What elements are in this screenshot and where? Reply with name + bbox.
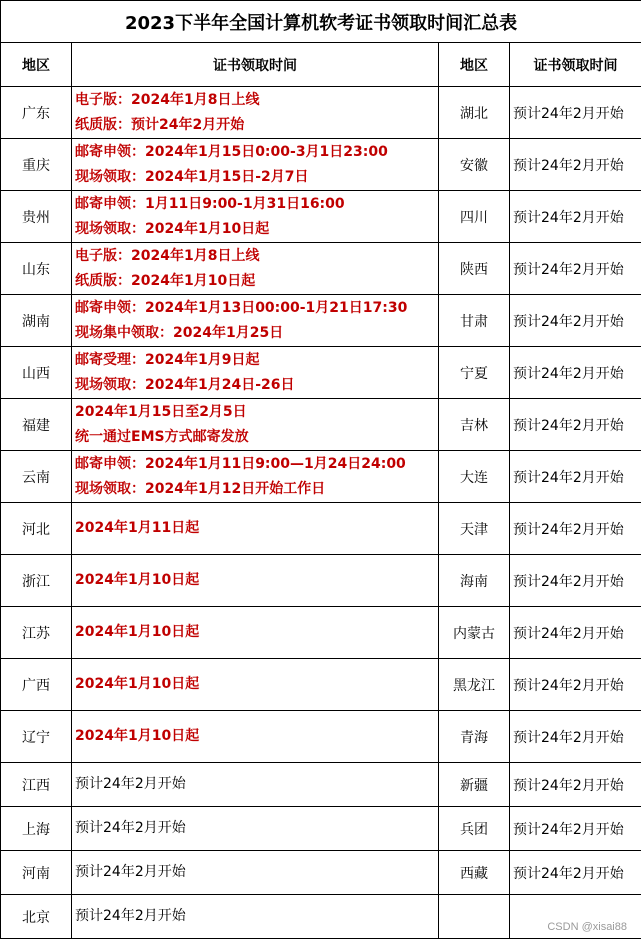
table-row [1, 139, 641, 191]
time-line: 现场集中领取：2024年1月25日 [75, 324, 284, 341]
region-cell-right: 兵团 [439, 807, 510, 851]
region-cell: 辽宁 [1, 711, 72, 763]
time-line: 邮寄申领：2024年1月11日9:00—1月24日24:00 [75, 455, 406, 472]
time-line: 预计24年2月开始 [75, 776, 186, 792]
region-cell: 上海 [1, 807, 72, 851]
region-cell-right: 天津 [439, 503, 510, 555]
time-cell [72, 851, 439, 895]
watermark: CSDN @xisai88 [547, 921, 627, 933]
time-line: 纸质版：预计24年2月开始 [75, 116, 245, 133]
time-cell-right: 预计24年2月开始 [510, 451, 641, 503]
time-line: 现场领取：2024年1月10日起 [75, 220, 270, 237]
header-time-left: 证书领取时间 [72, 43, 439, 87]
time-cell [72, 451, 439, 503]
region-cell-right: 安徽 [439, 139, 510, 191]
time-cell-right: 预计24年2月开始 [510, 399, 641, 451]
region-cell: 福建 [1, 399, 72, 451]
time-cell [72, 555, 439, 607]
time-line: 纸质版：2024年1月10日起 [75, 272, 256, 289]
time-cell [72, 503, 439, 555]
time-cell [72, 895, 439, 939]
table-row [1, 763, 641, 807]
time-cell [72, 87, 439, 139]
time-line: 邮寄受理：2024年1月9日起 [75, 351, 260, 368]
region-cell-right [439, 895, 510, 939]
table-row [1, 555, 641, 607]
time-cell [72, 139, 439, 191]
region-cell: 山西 [1, 347, 72, 399]
time-cell-right: 预计24年2月开始 [510, 807, 641, 851]
region-cell: 江西 [1, 763, 72, 807]
time-cell-right: 预计24年2月开始 [510, 659, 641, 711]
time-line: 2024年1月11日起 [75, 520, 200, 536]
time-cell [72, 659, 439, 711]
region-cell: 浙江 [1, 555, 72, 607]
time-cell-right: 预计24年2月开始 [510, 607, 641, 659]
time-line: 电子版：2024年1月8日上线 [75, 91, 260, 108]
time-line: 2024年1月10日起 [75, 676, 200, 692]
header-region-right: 地区 [439, 43, 510, 87]
region-cell: 贵州 [1, 191, 72, 243]
region-cell-right: 青海 [439, 711, 510, 763]
time-line: 现场领取：2024年1月24日-26日 [75, 376, 295, 393]
region-cell-right: 黑龙江 [439, 659, 510, 711]
time-cell-right: 预计24年2月开始 [510, 347, 641, 399]
table-row [1, 347, 641, 399]
table-row [1, 295, 641, 347]
region-cell: 湖南 [1, 295, 72, 347]
time-cell-right: 预计24年2月开始 [510, 711, 641, 763]
table-row [1, 895, 641, 939]
region-cell-right: 吉林 [439, 399, 510, 451]
table-body [1, 87, 641, 939]
table-row [1, 503, 641, 555]
time-cell [72, 607, 439, 659]
table-row [1, 807, 641, 851]
region-cell-right: 西藏 [439, 851, 510, 895]
table-row [1, 851, 641, 895]
time-line: 邮寄申领：1月11日9:00-1月31日16:00 [75, 195, 345, 212]
region-cell: 云南 [1, 451, 72, 503]
time-line: 预计24年2月开始 [75, 864, 186, 880]
region-cell: 江苏 [1, 607, 72, 659]
time-cell [72, 295, 439, 347]
time-cell-right: 预计24年2月开始 [510, 851, 641, 895]
time-cell [72, 191, 439, 243]
table-row [1, 659, 641, 711]
time-line: 邮寄申领：2024年1月15日0:00-3月1日23:00 [75, 143, 388, 160]
region-cell: 山东 [1, 243, 72, 295]
region-cell-right: 宁夏 [439, 347, 510, 399]
table-row [1, 243, 641, 295]
time-cell [72, 347, 439, 399]
time-cell-right: 预计24年2月开始 [510, 763, 641, 807]
time-line: 2024年1月10日起 [75, 572, 200, 588]
time-cell [72, 763, 439, 807]
time-line: 电子版：2024年1月8日上线 [75, 247, 260, 264]
time-cell-right: 预计24年2月开始 [510, 503, 641, 555]
header-time-right: 证书领取时间 [510, 43, 641, 87]
time-line: 统一通过EMS方式邮寄发放 [75, 428, 249, 445]
region-cell-right: 内蒙古 [439, 607, 510, 659]
region-cell-right: 甘肃 [439, 295, 510, 347]
time-line: 2024年1月10日起 [75, 728, 200, 744]
region-cell-right: 海南 [439, 555, 510, 607]
time-line: 2024年1月10日起 [75, 624, 200, 640]
table-row [1, 451, 641, 503]
table-row [1, 607, 641, 659]
time-cell-right: 预计24年2月开始 [510, 139, 641, 191]
region-cell-right: 大连 [439, 451, 510, 503]
region-cell: 广西 [1, 659, 72, 711]
time-cell-right: 预计24年2月开始 [510, 555, 641, 607]
time-line: 现场领取：2024年1月15日-2月7日 [75, 168, 309, 185]
table-title: 2023下半年全国计算机软考证书领取时间汇总表 [1, 1, 641, 43]
time-cell-right: 预计24年2月开始 [510, 191, 641, 243]
table-row [1, 399, 641, 451]
region-cell: 河南 [1, 851, 72, 895]
time-line: 预计24年2月开始 [75, 820, 186, 836]
region-cell: 北京 [1, 895, 72, 939]
region-cell-right: 陕西 [439, 243, 510, 295]
region-cell: 重庆 [1, 139, 72, 191]
time-cell-right: 预计24年2月开始 [510, 87, 641, 139]
time-line: 现场领取：2024年1月12日开始工作日 [75, 480, 326, 497]
time-cell [72, 399, 439, 451]
time-line: 邮寄申领：2024年1月13日00:00-1月21日17:30 [75, 299, 408, 316]
time-cell [72, 243, 439, 295]
region-cell-right: 四川 [439, 191, 510, 243]
region-cell: 广东 [1, 87, 72, 139]
time-cell-right: 预计24年2月开始 [510, 243, 641, 295]
table-row [1, 87, 641, 139]
table-row [1, 711, 641, 763]
time-line: 预计24年2月开始 [75, 908, 186, 924]
time-cell [72, 807, 439, 851]
table-row [1, 191, 641, 243]
region-cell-right: 湖北 [439, 87, 510, 139]
header-region-left: 地区 [1, 43, 72, 87]
time-cell-right: 预计24年2月开始 [510, 295, 641, 347]
region-cell-right: 新疆 [439, 763, 510, 807]
time-cell [72, 711, 439, 763]
time-line: 2024年1月15日至2月5日 [75, 403, 247, 420]
region-cell: 河北 [1, 503, 72, 555]
